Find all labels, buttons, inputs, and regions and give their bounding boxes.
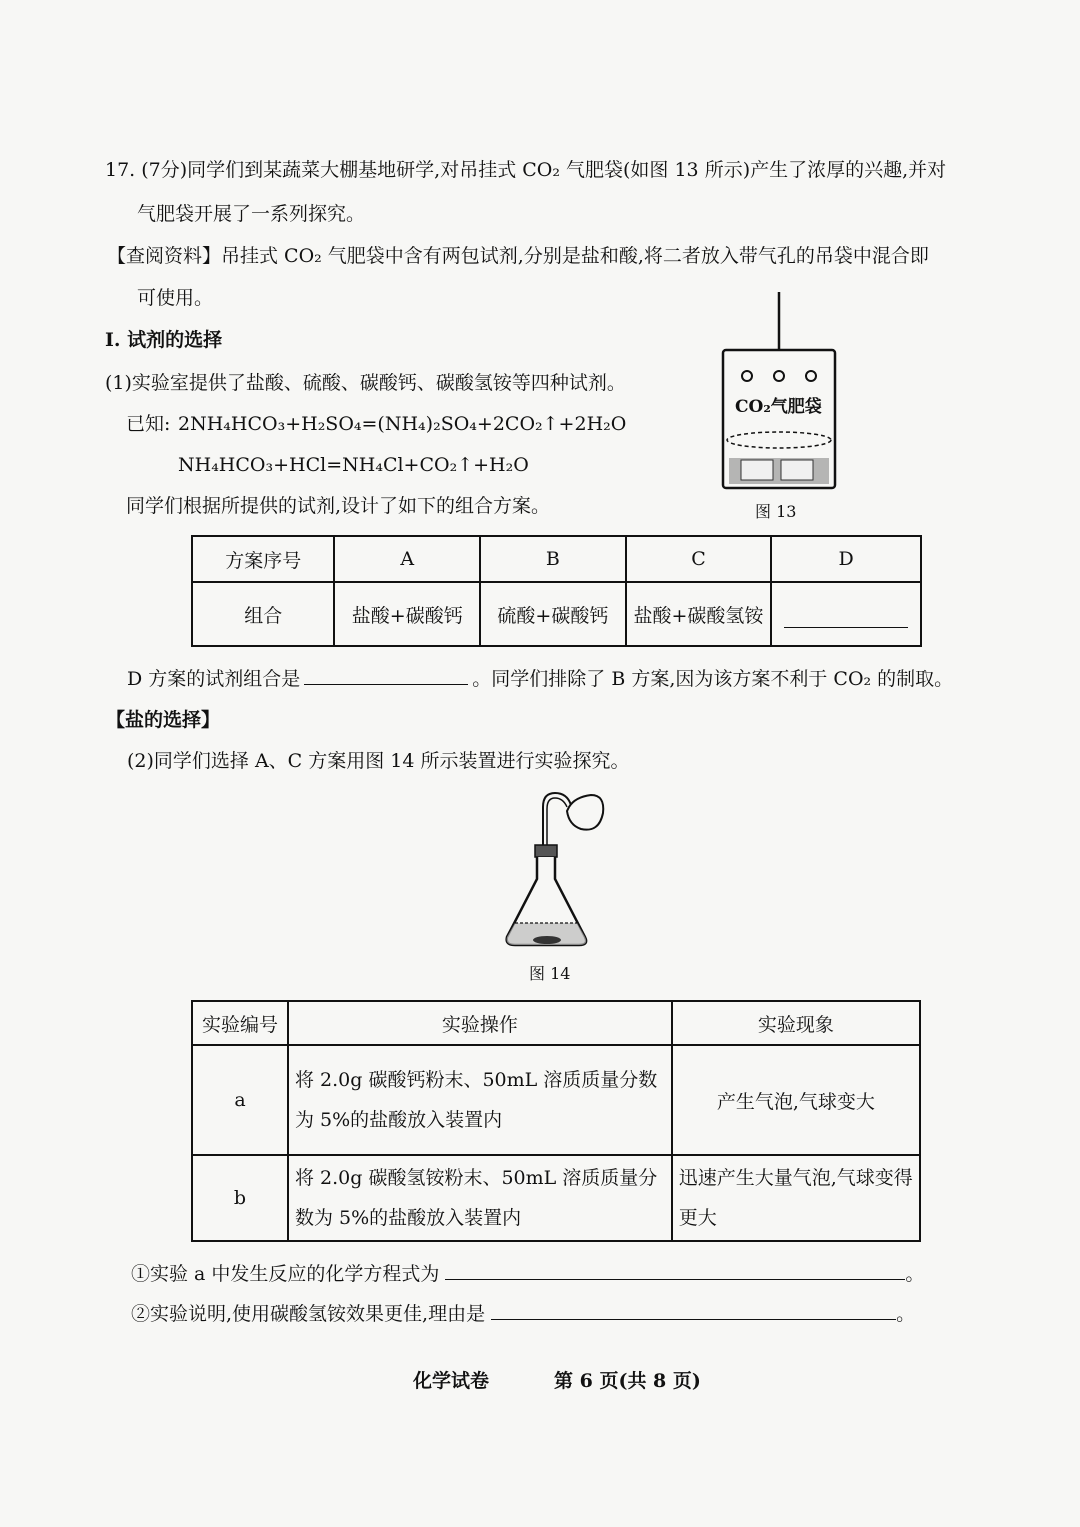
question-2: (2)同学们选择 A、C 方案用图 14 所示装置进行实验探究。 <box>127 750 630 772</box>
info-line-2: 可使用。 <box>137 287 214 309</box>
question-line-2: 气肥袋开展了一系列探究。 <box>137 203 366 225</box>
combination-table <box>191 535 922 647</box>
table-header: B <box>480 536 626 582</box>
experiment-operation: 将 2.0g 碳酸氢铵粉末、50mL 溶质质量分数为 5%的盐酸放入装置内 <box>288 1155 672 1241</box>
table-header: 方案序号 <box>192 536 334 582</box>
experiment-operation: 将 2.0g 碳酸钙粉末、50mL 溶质质量分数为 5%的盐酸放入装置内 <box>288 1045 672 1155</box>
experiment-phenomenon: 迅速产生大量气泡,气球变得更大 <box>672 1155 920 1241</box>
question-line-1: 17. (7分)同学们到某蔬菜大棚基地研学,对吊挂式 CO₂ 气肥袋(如图 13 所示)产生了浓厚的兴趣,并对 <box>105 159 947 181</box>
answer-blank[interactable] <box>304 666 468 685</box>
table-header: C <box>626 536 772 582</box>
figure-13-caption: 图 13 <box>755 502 797 521</box>
table-header: A <box>334 536 480 582</box>
footer-subject: 化学试卷 <box>413 1370 490 1392</box>
question-b <box>131 1301 915 1327</box>
equation-2: NH₄HCO₃+HCl=NH₄Cl+CO₂↑+H₂O <box>178 454 529 476</box>
question-a <box>131 1261 924 1287</box>
section-heading-salt: 【盐的选择】 <box>106 709 221 731</box>
experiment-id: a <box>192 1045 288 1155</box>
answer-blank[interactable] <box>491 1301 896 1320</box>
section-heading-reagents: I. 试剂的选择 <box>105 329 223 351</box>
design-text: 同学们根据所提供的试剂,设计了如下的组合方案。 <box>126 495 551 517</box>
end-mark: 。 <box>905 1263 925 1285</box>
end-mark: 。 <box>896 1303 916 1325</box>
flask-balloon-figure <box>495 785 615 955</box>
d-plan-text: D 方案的试剂组合是 <box>127 668 301 690</box>
known-label: 已知: <box>126 413 171 435</box>
experiment-table <box>191 1000 921 1242</box>
footer-page: 第 6 页(共 8 页) <box>554 1370 701 1392</box>
figure-14-caption: 图 14 <box>529 964 571 983</box>
table-header: D <box>771 536 921 582</box>
equation-1: 2NH₄HCO₃+H₂SO₄=(NH₄)₂SO₄+2CO₂↑+2H₂O <box>178 413 627 435</box>
answer-blank-cell[interactable] <box>771 582 921 646</box>
table-cell: 盐酸+碳酸钙 <box>334 582 480 646</box>
bag-label: CO₂气肥袋 <box>735 397 822 417</box>
experiment-id: b <box>192 1155 288 1241</box>
table-cell: 组合 <box>192 582 334 646</box>
question-a-text: ①实验 a 中发生反应的化学方程式为 <box>131 1263 440 1285</box>
question-1: (1)实验室提供了盐酸、硫酸、碳酸钙、碳酸氢铵等四种试剂。 <box>105 372 626 394</box>
table-header: 实验操作 <box>288 1001 672 1045</box>
table-cell: 硫酸+碳酸钙 <box>480 582 626 646</box>
d-plan-reason: 。同学们排除了 B 方案,因为该方案不利于 CO₂ 的制取。 <box>472 668 954 690</box>
d-plan-question <box>127 666 953 692</box>
answer-blank[interactable] <box>445 1261 905 1280</box>
table-cell: 盐酸+碳酸氢铵 <box>626 582 772 646</box>
table-header: 实验现象 <box>672 1001 920 1045</box>
answer-blank[interactable] <box>784 609 908 628</box>
table-row <box>192 1155 920 1241</box>
table-row <box>192 1045 920 1155</box>
question-b-text: ②实验说明,使用碳酸氢铵效果更佳,理由是 <box>131 1303 486 1325</box>
experiment-phenomenon: 产生气泡,气球变大 <box>672 1045 920 1155</box>
info-line-1: 【查阅资料】吊挂式 CO₂ 气肥袋中含有两包试剂,分别是盐和酸,将二者放入带气孔的吊袋中混合即 <box>107 245 929 267</box>
table-header: 实验编号 <box>192 1001 288 1045</box>
